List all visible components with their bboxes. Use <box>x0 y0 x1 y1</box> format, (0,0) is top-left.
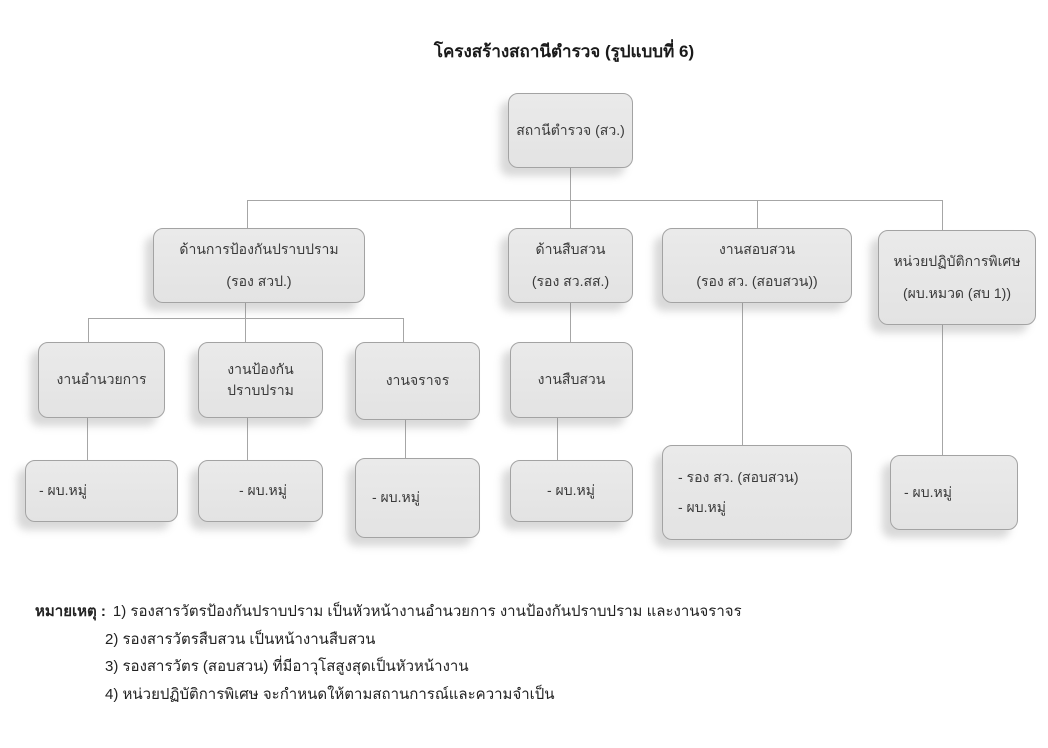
node-label: - รอง สว. (สอบสวน) <box>678 469 799 485</box>
node-prevention-suppression-dept <box>153 228 365 303</box>
connector-rail-level3 <box>88 318 403 319</box>
connector-investigation-dept-down <box>570 303 571 342</box>
connector-prevention-dept-down <box>245 303 246 342</box>
connector-stub-traffic-work <box>403 318 404 342</box>
connector-root-down <box>570 168 571 200</box>
node-sublabel: (รอง สวป.) <box>226 272 292 289</box>
note-text: 4) หน่วยปฏิบัติการพิเศษ จะกำหนดให้ตามสถานการณ์และความจำเป็น <box>105 685 555 703</box>
connector-stub-prevention-dept <box>247 200 248 228</box>
connector-admin-work-down <box>87 418 88 460</box>
node-sublabel: (รอง สว. (สอบสวน)) <box>696 272 818 289</box>
node-squad-leader-traffic <box>355 458 480 538</box>
node-inquiry-dept <box>662 228 852 303</box>
connector-traffic-work-down <box>405 420 406 458</box>
note-line-2 <box>105 626 742 654</box>
node-inquiry-staff <box>662 445 852 540</box>
node-squad-leader-admin <box>25 460 178 522</box>
node-label: งานสอบสวน <box>718 241 796 257</box>
node-label: งานจราจร <box>385 372 450 389</box>
connector-prevention-work-down <box>247 418 248 460</box>
node-sublabel: (ผบ.หมวด (สบ 1)) <box>902 284 1012 301</box>
connector-inquiry-dept-down <box>742 303 743 445</box>
connector-investigation-work-down <box>557 418 558 460</box>
node-label: - ผบ.หมู่ <box>39 482 87 499</box>
node-traffic-work <box>355 342 480 420</box>
node-label: งานสืบสวน <box>537 371 606 388</box>
note-text: 1) รองสารวัตรป้องกันปราบปราม เป็นหัวหน้างานอำนวยการ งานป้องกันปราบปราม และงานจราจร <box>112 603 742 620</box>
note-line-1 <box>35 598 742 626</box>
node-police-station <box>508 93 633 168</box>
node-label: หน่วยปฏิบัติการพิเศษ <box>893 253 1021 269</box>
connector-stub-investigation-dept <box>570 200 571 228</box>
node-squad-leader-investigation <box>510 460 633 522</box>
node-label: งานป้องกัน <box>227 361 294 377</box>
node-label: ด้านสืบสวน <box>535 241 606 257</box>
node-label: - ผบ.หมู่ <box>547 482 595 499</box>
node-label: - ผบ.หมู่ <box>239 482 287 499</box>
node-label: งานอำนวยการ <box>56 371 147 388</box>
node-label: ด้านการป้องกันปราบปราม <box>179 241 339 257</box>
connector-stub-inquiry-dept <box>757 200 758 228</box>
notes-block <box>35 598 742 708</box>
note-line-4 <box>105 681 742 709</box>
node-investigation-work <box>510 342 633 418</box>
node-label: - ผบ.หมู่ <box>678 498 726 515</box>
node-investigation-dept <box>508 228 633 303</box>
node-squad-leader-special <box>890 455 1018 530</box>
connector-rail-level2 <box>247 200 942 201</box>
node-label: สถานีตำรวจ (สว.) <box>516 121 625 138</box>
note-text: 3) รองสารวัตร (สอบสวน) ที่มีอาวุโสสูงสุดเป็นหัวหน้างาน <box>105 658 469 675</box>
connector-special-ops-down <box>942 325 943 455</box>
chart-title: โครงสร้างสถานีตำรวจ (รูปแบบที่ 6) <box>433 42 695 61</box>
node-squad-leader-prevention <box>198 460 323 522</box>
node-administration-work <box>38 342 165 418</box>
node-sublabel: (รอง สว.สส.) <box>531 272 610 289</box>
note-text: 2) รองสารวัตรสืบสวน เป็นหน้างานสืบสวน <box>105 630 376 648</box>
node-prevention-suppression-work <box>198 342 323 418</box>
note-line-3 <box>105 653 742 681</box>
connector-stub-special-ops <box>942 200 943 230</box>
connector-stub-admin-work <box>88 318 89 342</box>
node-label: ปราบปราม <box>227 381 294 398</box>
node-special-operations-unit <box>878 230 1036 325</box>
node-label: - ผบ.หมู่ <box>372 489 420 506</box>
notes-label: หมายเหตุ : <box>35 603 106 620</box>
node-label: - ผบ.หมู่ <box>904 483 952 500</box>
